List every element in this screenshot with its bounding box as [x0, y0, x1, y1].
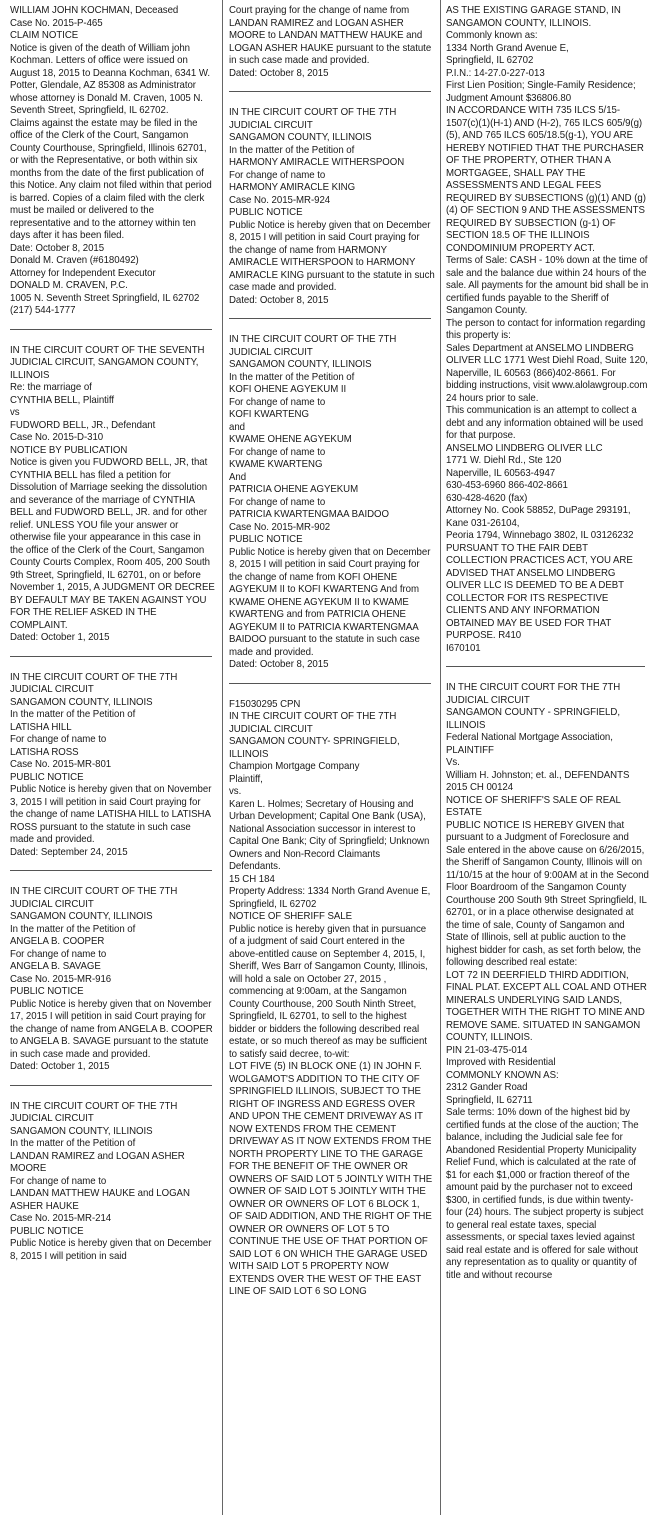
legal-notice	[229, 106, 435, 306]
legal-notice	[229, 698, 435, 1298]
notice-separator	[446, 666, 645, 667]
legal-notice	[10, 4, 216, 317]
legal-notice	[10, 885, 216, 1073]
notice-text: F15030295 CPN IN THE CIRCUIT COURT OF THE 7TH JUDICIAL CIRCUIT SANGAMON COUNTY- SPRINGFIELD, ILLINOIS Champion Mortgage Company Plaintiff, vs. Karen L. Holmes; Secretary of Housing and Urban Development; Capital One Bank (USA), National Association successor in interest to Capital One Bank; City of Springfield; Unknown Owners and Non-Record Claimants Defendants. 15 CH 184 Property Address: 1334 North Grand Avenue E, Springfield, IL 62702 NOTICE OF SHERIFF SALE Public notice is hereby given that in pursuance of a judgment of said Court entered in the above-entitled cause on September 4, 2015, I, Sheriff, Wes Barr of Sangamon County, Illinois, will hold a sale on October 27, 2015 , commencing at 9:00am, at the Sangamon County Courthouse, 200 South Ninth Street, Springfield, IL 62701, to sell to the highest bidder or bidders the following described real estate, or so much thereof as may be sufficient to satisfy said decree, to-wit: LOT FIVE (5) IN BLOCK ONE (1) IN JOHN F. WOLGAMOT'S ADDITION TO THE CITY OF SPRINGFIELD ILLINOIS, SUBJECT TO THE RIGHT OF INGRESS AND EGRESS OVER AND UPON THE CEMENT DRIVEWAY AS IT NOW EXTENDS FROM THE CEMENT DRIVEWAY AS IT NOW EXTENDS FROM THE NORTH PROPERTY LINE TO THE GARAGE FOR THE BENEFIT OF THE OWNER OR OWNERS OF SAID LOT 5 JOINTLY WITH THE OWNER OF SAID LOT 5 JOINTLY WITH THE OWNER OR OWNERS OF LOT 6 BLOCK 1, OF SAID ADDITION, AND THE RIGHT OF THE OWNER OR OWNERS OF LOT 5 TO CONTINUE THE USE OF THAT PORTION OF SAID LOT 6 ON WHICH THE GARAGE USED WITH SAID LOT 5 PROPERTY NOW EXTENDS OVER THE WEST OF THE EAST LINE OF SAID LOT 6 SO LONG	[229, 697, 433, 1297]
notice-text: AS THE EXISTING GARAGE STAND, IN SANGAMON COUNTY, ILLINOIS. Commonly known as: 1334 North Grand Avenue E, Springfield, IL 62702 P.I.N.: 14-27.0-227-013 First Lien Position; Single-Family Residence; Judgment Amount $36806.80 IN ACCORDANCE WITH 735 ILCS 5/15-1507(c)(1)(H-1) AND (H-2), 765 ILCS 605/9(g)(5), AND 765 ILCS 605/18.5(g-1), YOU ARE HEREBY NOTIFIED THAT THE PURCHASER OF THE PROPERTY, OTHER THAN A MORTGAGEE, SHALL PAY THE ASSESSMENTS AND LEGAL FEES REQUIRED BY SUBSECTIONS (g)(1) AND (g)(4) OF SECTION 9 AND THE ASSESSMENTS REQUIRED BY SUBSECTION (g-1) OF SECTION 18.5 OF THE ILLINOIS CONDOMINIUM PROPERTY ACT. Terms of Sale: CASH - 10% down at the time of sale and the balance due within 24 hours of the sale. All payments for the amount bid shall be in certified funds payable to the Sheriff of Sangamon County. The person to contact for information regarding this property is: Sales Department at ANSELMO LINDBERG OLIVER LLC 1771 West Diehl Road, Suite 120, Naperville, IL 60563 (866)402-8661. For bidding instructions, visit www.alolawgroup.com 24 hours prior to sale. This communication is an attempt to collect a debt and any information obtained will be used for that purpose. ANSELMO LINDBERG OLIVER LLC 1771 W. Diehl Rd., Ste 120 Naperville, IL 60563-4947 630-453-6960 866-402-8661 630-428-4620 (fax) Attorney No. Cook 58852, DuPage 293191, Kane 031-26104, Peoria 1794, Winnebago 3802, IL 03126232 PURSUANT TO THE FAIR DEBT COLLECTION PRACTICES ACT, YOU ARE ADVISED THAT ANSELMO LINDBERG OLIVER LLC IS DEEMED TO BE A DEBT COLLECTOR FOR ITS RESPECTIVE CLIENTS AND ANY INFORMATION OBTAINED MAY BE USED FOR THAT PURPOSE. R410 I670101	[446, 4, 649, 654]
legal-notice	[229, 4, 435, 79]
notice-separator	[10, 1085, 212, 1086]
column-1	[10, 4, 216, 1515]
notice-text: WILLIAM JOHN KOCHMAN, Deceased Case No. 2015-P-465 CLAIM NOTICE Notice is given of the death of William john Kochman. Letters of office were issued on August 18, 2015 to Deanna Kochman, 6341 W. Potter, Glendale, AZ 85308 as Administrator whose attorney is Donald M. Craven, 1005 N. Seventh Street, Springfield, IL 62702. Claims against the estate may be filed in the office of the Clerk of the Court, Sangamon County Courthouse, Springfield, Illinois 62701, or with the Representative, or both within six months from the date of the first publication of this Notice. Any claim not filed within that period is barred. Copies of a claim filed with the clerk must be mailed or delivered to the representative and to the attorney within ten days after it has been filed. Date: October 8, 2015 Donald M. Craven (#6180492) Attorney for Independent Executor DONALD M. CRAVEN, P.C. 1005 N. Seventh Street Springfield, IL 62702 (217) 544-1777	[10, 4, 212, 316]
notice-separator	[10, 329, 212, 330]
notice-text: IN THE CIRCUIT COURT OF THE 7TH JUDICIAL CIRCUIT SANGAMON COUNTY, ILLINOIS In the matter of the Petition of KOFI OHENE AGYEKUM II For change of name to KOFI KWARTENG and KWAME OHENE AGYEKUM For change of name to KWAME KWARTENG And PATRICIA OHENE AGYEKUM For change of name to PATRICIA KWARTENGMAA BAIDOO Case No. 2015-MR-902 PUBLIC NOTICE Public Notice is hereby given that on December 8, 2015 I will petition in said Court praying for the change of name from KOFI OHENE AGYEKUM II to KOFI KWARTENG And from KWAME OHENE AGYEKUM II to KWAME KWARTENG and from PATRICIA OHENE AGYEKUM II to PATRICIA KWARTENGMAA BAIDOO pursuant to the statute in such case made and provided. Dated: October 8, 2015	[229, 333, 431, 670]
notice-separator	[229, 318, 431, 319]
notice-separator	[229, 683, 431, 684]
notice-text: IN THE CIRCUIT COURT OF THE 7TH JUDICIAL CIRCUIT SANGAMON COUNTY, ILLINOIS In the matter of the Petition of HARMONY AMIRACLE WITHERSPOON For change of name to HARMONY AMIRACLE KING Case No. 2015-MR-924 PUBLIC NOTICE Public Notice is hereby given that on December 8, 2015 I will petition in said Court praying for the change of name from HARMONY AMIRACLE WITHERSPOON to HARMONY AMIRACLE KING pursuant to the statute in such case made and provided. Dated: October 8, 2015	[229, 106, 435, 306]
notice-text: Court praying for the change of name from LANDAN RAMIREZ and LOGAN ASHER MOORE to LANDAN MATTHEW HAUKE and LOGAN ASHER HAUKE pursuant to the statute in such case made and provided. Dated: October 8, 2015	[229, 4, 432, 79]
notice-text: IN THE CIRCUIT COURT OF THE 7TH JUDICIAL CIRCUIT SANGAMON COUNTY, ILLINOIS In the matter of the Petition of LANDAN RAMIREZ and LOGAN ASHER MOORE For change of name to LANDAN MATTHEW HAUKE and LOGAN ASHER HAUKE Case No. 2015-MR-214 PUBLIC NOTICE Public Notice is hereby given that on December 8, 2015 I will petition in said	[10, 1099, 212, 1262]
notice-text: IN THE CIRCUIT COURT FOR THE 7TH JUDICIAL CIRCUIT SANGAMON COUNTY - SPRINGFIELD, ILLINOIS Federal National Mortgage Association, PLAINTIFF Vs. William H. Johnston; et. al., DEFENDANTS 2015 CH 00124 NOTICE OF SHERIFF'S SALE OF REAL ESTATE PUBLIC NOTICE IS HEREBY GIVEN that pursuant to a Judgment of Foreclosure and Sale entered in the above cause on 6/26/2015, the Sheriff of Sangamon County, Illinois will on 11/10/15 at the hour of 9:00AM at in the Second Floor Boardroom of the Sangamon County Courthouse 200 South 9th Street Springfield, IL 62701, or in a place otherwise designated at the time of sale, County of Sangamon and State of Illinois, sell at public auction to the highest bidder for cash, as set forth below, the following described real estate: LOT 72 IN DEERFIELD THIRD ADDITION, FINAL PLAT. EXCEPT ALL COAL AND OTHER MINERALS UNDERLYING SAID LANDS, TOGETHER WITH THE RIGHT TO MINE AND REMOVE SAME. SITUATED IN SANGAMON COUNTY, ILLINOIS. PIN 21-03-475-014 Improved with Residential COMMONLY KNOWN AS: 2312 Gander Road Springfield, IL 62711 Sale terms: 10% down of the highest bid by certified funds at the close of the auction; The balance, including the Judicial sale fee for Abandoned Residential Property Municipality Relief Fund, which is calculated at the rate of $1 for each $1,000 or fraction thereof of the amount paid by the purchaser not to exceed $300, in certified funds, is due within twenty-four (24) hours. The subject property is subject to general real estate taxes, special assessments, or special taxes levied against said real estate and is offered for sale without any representation as to quality or quantity of title and without recourse	[446, 681, 649, 1281]
notice-text: IN THE CIRCUIT COURT OF THE SEVENTH JUDICIAL CIRCUIT, SANGAMON COUNTY, ILLINOIS Re: the marriage of CYNTHIA BELL, Plaintiff vs FUDWORD BELL, JR., Defendant Case No. 2015-D-310 NOTICE BY PUBLICATION Notice is given you FUDWORD BELL, JR, that CYNTHIA BELL has filed a petition for Dissolution of Marriage seeking the dissolution and severance of the marriage of CYNTHIA BELL and FUDWORD BELL, JR. and for other relief. UNLESS YOU file your answer or otherwise file your appearance in this case in the office of the Clerk of the Court, Sangamon County Courts Complex, Room 405, 200 South 9th Street, Springfield, IL 62701, on or before November 1, 2015, A JUDGMENT OR DECREE BY DEFAULT MAY BE TAKEN AGAINST YOU FOR THE RELIEF ASKED IN THE COMPLAINT. Dated: October 1, 2015	[10, 343, 215, 643]
legal-notice	[446, 681, 649, 1281]
column-2	[229, 4, 435, 1515]
column-divider-1	[222, 0, 223, 1515]
notice-text: IN THE CIRCUIT COURT OF THE 7TH JUDICIAL CIRCUIT SANGAMON COUNTY, ILLINOIS In the matter of the Petition of ANGELA B. COOPER For change of name to ANGELA B. SAVAGE Case No. 2015-MR-916 PUBLIC NOTICE Public Notice is hereby given that on November 17, 2015 I will petition in said Court praying for the change of name from ANGELA B. COOPER to ANGELA B. SAVAGE pursuant to the statute in such case made and provided. Dated: October 1, 2015	[10, 885, 213, 1072]
legal-notice	[446, 4, 649, 654]
legal-notice	[10, 1100, 216, 1263]
legal-notice	[229, 333, 435, 671]
legal-notice	[10, 344, 216, 644]
legal-notice	[10, 671, 216, 859]
notice-text: IN THE CIRCUIT COURT OF THE 7TH JUDICIAL CIRCUIT SANGAMON COUNTY, ILLINOIS In the matter of the Petition of LATISHA HILL For change of name to LATISHA ROSS Case No. 2015-MR-801 PUBLIC NOTICE Public Notice is hereby given that on November 3, 2015 I will petition in said Court praying for the change of name LATISHA HILL to LATISHA ROSS pursuant to the statute in such case made and provided. Dated: September 24, 2015	[10, 670, 212, 858]
column-3	[446, 4, 649, 1515]
notice-separator	[10, 870, 212, 871]
notice-separator	[229, 91, 431, 92]
column-divider-2	[440, 0, 441, 1515]
notice-separator	[10, 656, 212, 657]
